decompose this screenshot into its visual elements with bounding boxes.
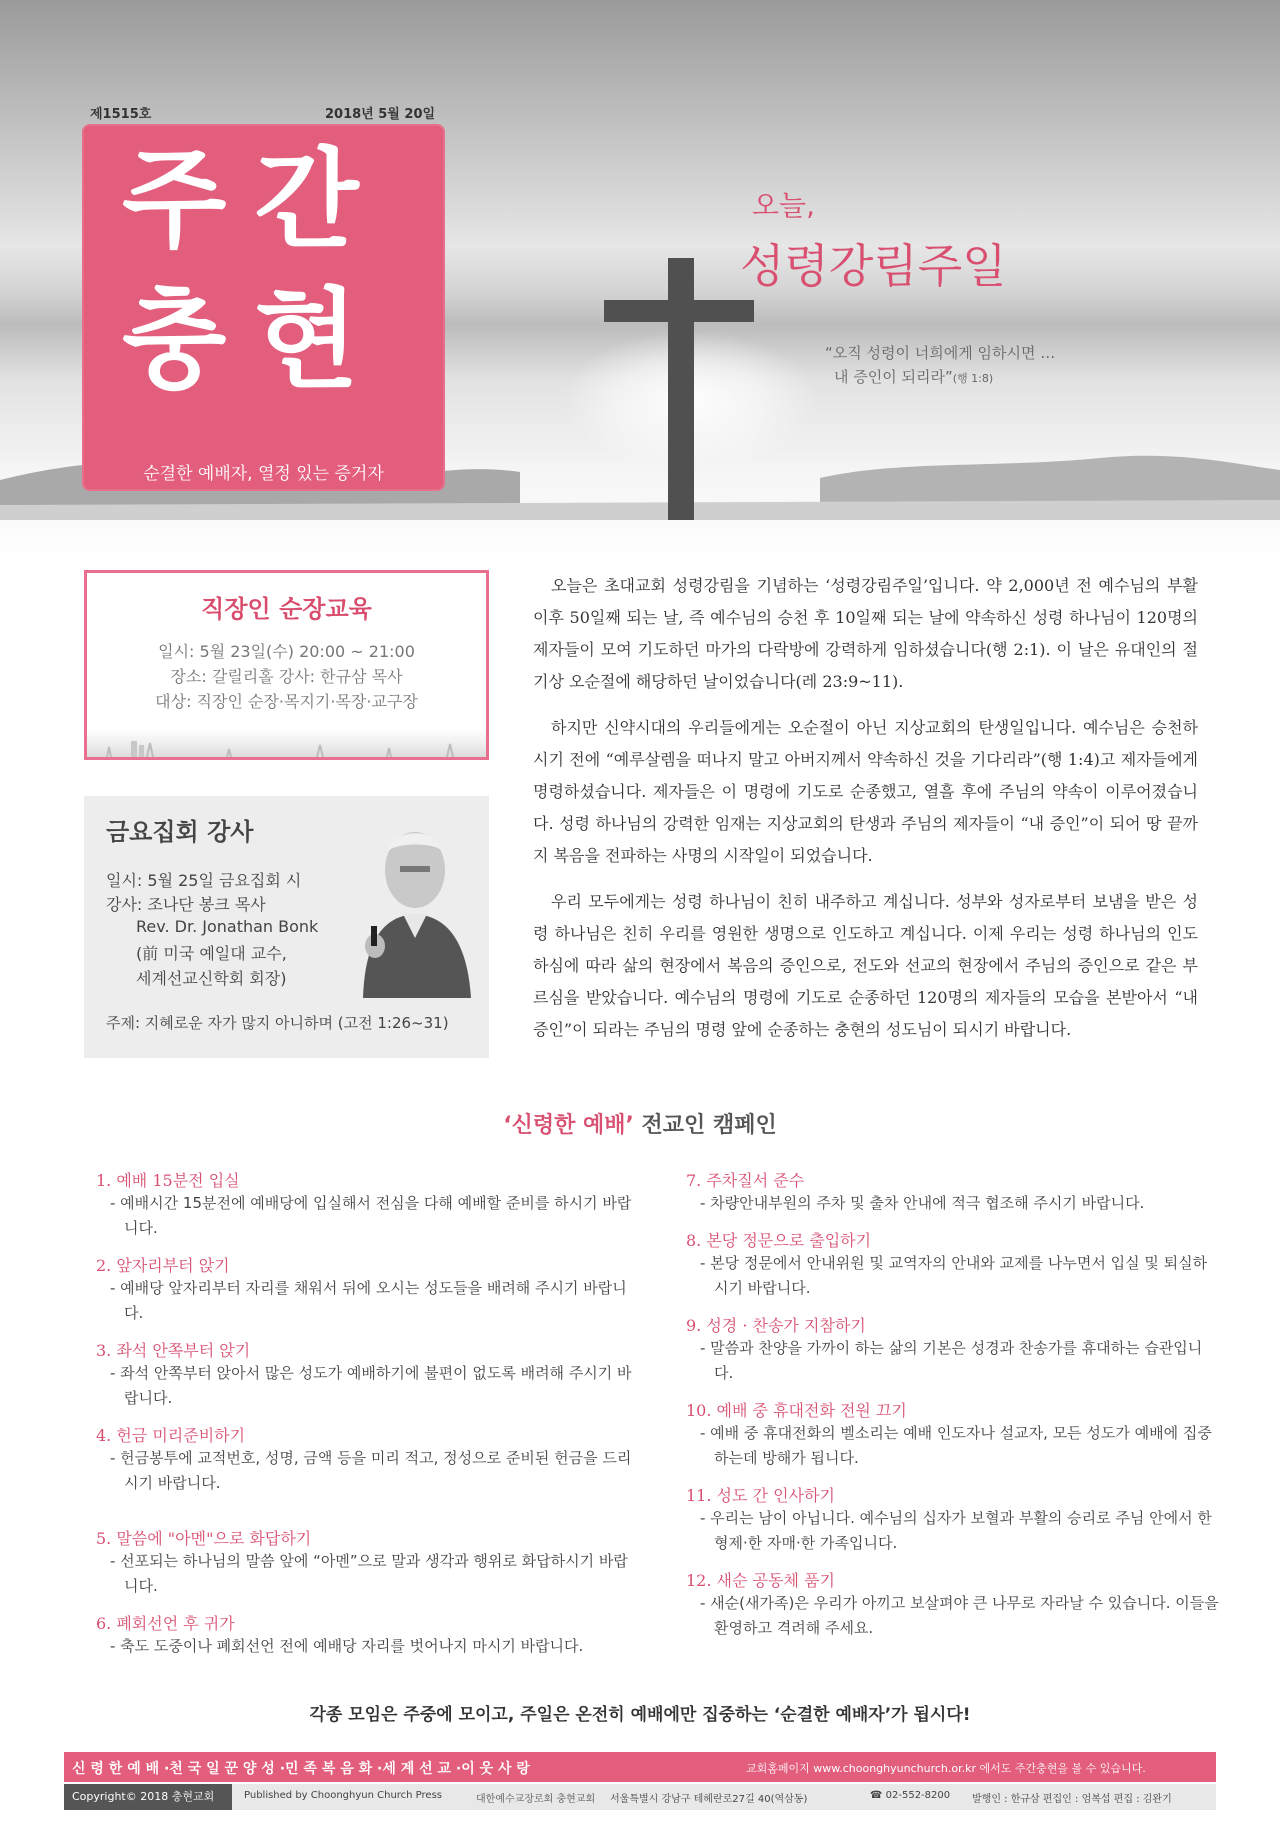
campaign-title-rest: 전교인 캠페인 — [633, 1113, 777, 1138]
footer-homepage: 교회홈페이지 www.choonghyunchurch.or.kr 에서도 주간충현을 볼 수 있습니다. — [746, 1762, 1146, 1775]
campaign-left-column — [96, 1168, 641, 1671]
footer-published: Published by Choonghyun Church Press — [244, 1790, 443, 1801]
campaign-item — [686, 1228, 1221, 1301]
main-article — [533, 570, 1198, 1060]
verse-line2: 내 증인이 되리라” — [834, 368, 953, 386]
campaign-closing: 각종 모임은 주중에 모이고, 주일은 온전히 예배에만 집중하는 ‘순결한 예배자’가 됩시다! — [309, 1705, 971, 1725]
campaign-item — [96, 1338, 641, 1411]
campaign-item — [96, 1611, 641, 1659]
campaign-item-heading: 8. 본당 정문으로 출입하기 — [686, 1231, 872, 1250]
article-paragraph: 우리 모두에게는 성령 하나님이 친히 내주하고 계십니다. 성부와 성자로부터 보냄을 받은 성령 하나님은 친히 우리를 영원한 생명으로 인도하고 계십니다. 이제 우리는 성령 하나님의 인도하심에 따라 삶의 현장에서 복음의 증인으로, 전도와 선교의 현장에서 주님의 증인으로 같은 부르심을 받았습니다. 예수님의 명령에 기도로 순종하던 120명의 제자들의 모습을 본받아서 “내 증인”이 되라는 주님의 명령 앞에 순종하는 충현의 성도님이 되시기 바랍니다. — [533, 892, 1198, 1039]
campaign-item-desc: - 본당 정문에서 안내위원 및 교역자의 안내와 교제를 나누면서 입실 및 퇴실하시기 바랍니다. — [700, 1254, 1208, 1297]
article-paragraph: 하지만 신약시대의 우리들에게는 오순절이 아닌 지상교회의 탄생일입니다. 예수님은 승천하시기 전에 “예루살렘을 떠나지 말고 아버지께서 약속하신 것을 기다리라”(행 1:4)고 제자들에게 명령하셨습니다. 제자들은 이 명령에 기도로 순종했고, 열흘 후에 주님의 약속이 이루어졌습니다. 성령 하나님의 강력한 임재는 지상교회의 탄생과 주님의 제자들이 “내 증인”이 되어 땅 끝까지 복음을 전파하는 사명의 시작일이 되었습니다. — [533, 718, 1198, 865]
verse-line2-wrap — [834, 366, 993, 387]
campaign-item — [96, 1253, 641, 1326]
campaign-item — [686, 1398, 1221, 1471]
decorative-strip — [87, 729, 486, 757]
campaign-item-heading: 4. 헌금 미리준비하기 — [96, 1426, 246, 1445]
campaign-title — [0, 1108, 1280, 1139]
campaign-item-desc: - 예배당 앞자리부터 자리를 채워서 뒤에 오시는 성도들을 배려해 주시기 바랍니다. — [110, 1279, 627, 1322]
friday-speaker-bio2: 세계선교신학회 회장) — [136, 969, 287, 988]
grass-decoration-icon — [87, 729, 486, 757]
friday-speaker-english-name: Rev. Dr. Jonathan Bonk — [136, 917, 319, 936]
campaign-item — [686, 1313, 1221, 1386]
campaign-item-heading: 11. 성도 간 인사하기 — [686, 1486, 835, 1505]
footer-copyright: Copyright© 2018 충현교회 — [64, 1784, 232, 1810]
footer-staff: 발행인 : 한규삼 편집인 : 엄복섭 편집 : 김완기 — [972, 1794, 1172, 1805]
campaign-item-heading: 9. 성경 · 찬송가 지참하기 — [686, 1316, 866, 1335]
church-logo: 대한예수교장로회 충현교회 — [476, 1794, 596, 1805]
issue-number: 제1515호 — [90, 107, 152, 122]
campaign-item — [686, 1483, 1221, 1556]
footer-motto: 신 령 한 예 배 ·천 국 일 꾼 양 성 ·민 족 복 음 화 ·세 계 선 교 ·이 웃 사 랑 — [72, 1761, 530, 1777]
campaign-item-heading: 12. 새순 공동체 품기 — [686, 1571, 835, 1590]
campaign-item — [686, 1568, 1221, 1641]
campaign-item-heading: 3. 좌석 안쪽부터 앉기 — [96, 1341, 251, 1360]
campaign-item-desc: - 말씀과 찬양을 가까이 하는 삶의 기본은 성경과 찬송가를 휴대하는 습관입니다. — [700, 1339, 1203, 1382]
issue-date: 2018년 5월 20일 — [325, 107, 436, 122]
speaker-photo — [345, 808, 473, 998]
campaign-item-desc: - 차량안내부원의 주차 및 출차 안내에 적극 협조해 주시기 바랍니다. — [700, 1194, 1145, 1212]
campaign-item-desc: - 선포되는 하나님의 말씀 앞에 “아멘”으로 말과 생각과 행위로 화답하시기 바랍니다. — [110, 1552, 628, 1595]
workplace-training-date: 일시: 5월 23일(수) 20:00 ~ 21:00 — [158, 642, 415, 661]
campaign-item-desc: - 우리는 남이 아닙니다. 예수님의 십자가 보혈과 부활의 승리로 주님 안에서 한 형제·한 자매·한 가족입니다. — [700, 1509, 1212, 1552]
campaign-item — [686, 1168, 1221, 1216]
campaign-item — [96, 1168, 641, 1241]
workplace-training-place: 장소: 갈릴리홀 강사: 한규삼 목사 — [170, 667, 403, 686]
campaign-right-column — [686, 1168, 1221, 1653]
friday-speaker-date: 일시: 5월 25일 금요집회 시 — [106, 871, 302, 890]
footer-motto-bar — [64, 1752, 1216, 1782]
campaign-item-desc: - 축도 도중이나 폐회선언 전에 예배당 자리를 벗어나지 마시기 바랍니다. — [110, 1637, 584, 1655]
masthead-title-line1: 주간 — [122, 138, 387, 263]
footer-phone: ☎ 02-552-8200 — [870, 1790, 951, 1801]
friday-speaker-bio1: (前 미국 예일대 교수, — [136, 944, 287, 963]
masthead-slogan: 순결한 예배자, 열정 있는 증거자 — [143, 464, 384, 484]
campaign-item-heading: 10. 예배 중 휴대전화 전원 끄기 — [686, 1401, 907, 1420]
feast-title: 성령강림주일 — [740, 239, 1007, 293]
campaign-item-heading: 1. 예배 15분전 입실 — [96, 1171, 240, 1190]
workplace-training-box — [84, 570, 489, 760]
campaign-item — [96, 1423, 641, 1496]
workplace-training-title: 직장인 순장교육 — [201, 595, 372, 623]
verse-line1: “오직 성령이 너희에게 임하시면 … — [825, 344, 1056, 362]
campaign-item-desc: - 예배 중 휴대전화의 벨소리는 예배 인도자나 설교자, 모든 성도가 예배에 집중하는데 방해가 됩니다. — [700, 1424, 1212, 1467]
campaign-item-desc: - 좌석 안쪽부터 앉아서 많은 성도가 예배하기에 불편이 없도록 배려해 주시기 바랍니다. — [110, 1364, 632, 1407]
campaign-item-heading: 2. 앞자리부터 앉기 — [96, 1256, 230, 1275]
cross-vertical-beam — [668, 258, 694, 520]
workplace-training-target: 대상: 직장인 순장·목지기·목장·교구장 — [155, 692, 418, 711]
campaign-item-desc: - 헌금봉투에 교적번호, 성명, 금액 등을 미리 적고, 정성으로 준비된 헌금을 드리시기 바랍니다. — [110, 1449, 632, 1492]
masthead — [82, 124, 445, 491]
footer-info-bar — [64, 1784, 1216, 1810]
campaign-item-desc: - 예배시간 15분전에 예배당에 입실해서 전심을 다해 예배할 준비를 하시기 바랍니다. — [110, 1194, 632, 1237]
campaign-item-desc: - 새순(새가족)은 우리가 아끼고 보살펴야 큰 나무로 자라날 수 있습니다. 이들을 환영하고 격려해 주세요. — [700, 1594, 1219, 1637]
campaign-item-heading: 6. 폐회선언 후 귀가 — [96, 1614, 235, 1633]
today-label: 오늘, — [752, 189, 815, 222]
campaign-item-heading: 5. 말씀에 "아멘"으로 화답하기 — [96, 1529, 312, 1548]
masthead-title-line2: 충현 — [122, 278, 387, 403]
campaign-item-heading: 7. 주차질서 준수 — [686, 1171, 805, 1190]
campaign-title-highlight: ‘신령한 예배’ — [503, 1113, 634, 1138]
friday-speaker-title: 금요집회 강사 — [106, 818, 254, 846]
footer-address: 서울특별시 강남구 테헤란로27길 40(역삼동) — [610, 1794, 808, 1805]
friday-speaker-name: 강사: 조나단 봉크 목사 — [106, 895, 266, 914]
verse-reference: (행 1:8) — [952, 372, 994, 385]
campaign-item — [96, 1526, 641, 1599]
cross-horizontal-beam — [604, 300, 754, 322]
friday-speaker-theme: 주제: 지혜로운 자가 많지 아니하며 (고전 1:26~31) — [106, 1014, 449, 1032]
article-paragraph: 오늘은 초대교회 성령강림을 기념하는 ‘성령강림주일’입니다. 약 2,000년 전 예수님의 부활 이후 50일째 되는 날, 즉 예수님의 승천 후 10일째 되는 날에 약속하신 성령 하나님이 120명의 제자들이 모여 기도하던 마가의 다락방에 강력하게 임하셨습니다(행 2:1). 이 날은 유대인의 절기상 오순절에 해당하던 날이었습니다(레 23:9~11). — [533, 576, 1198, 691]
